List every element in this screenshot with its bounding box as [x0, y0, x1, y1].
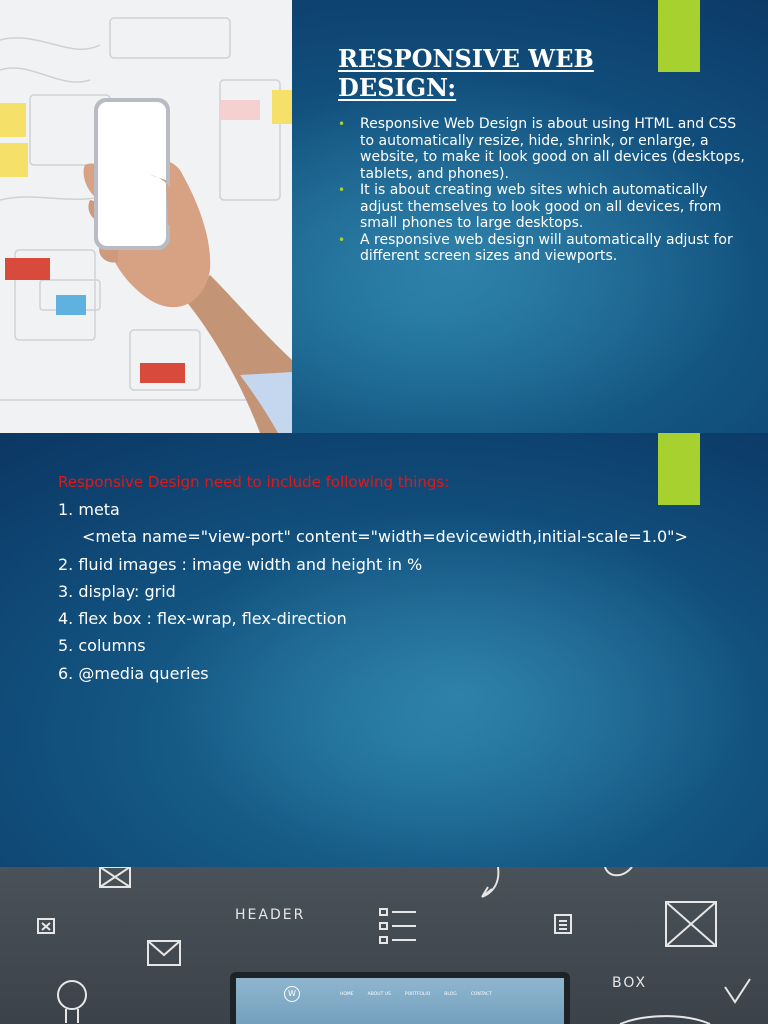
list-item: 3. display: grid — [58, 581, 176, 601]
laptop — [230, 972, 570, 1024]
arrow-sketch-icon — [482, 867, 498, 897]
nav-item-about: ABOUT US — [367, 992, 391, 997]
bullet-text: A responsive web design will automatically adjust for different screen sizes and viewports. — [360, 231, 733, 264]
green-accent-tab — [658, 0, 700, 72]
bullet-text: It is about creating web sites which automatically adjust themselves to look good on all devices, from small phones to large desktops. — [360, 182, 722, 231]
site-nav — [340, 992, 492, 997]
bullet-dot-icon: • — [338, 117, 346, 131]
bullet-list — [338, 116, 748, 265]
bullet-dot-icon: • — [338, 183, 346, 197]
list-item: 6. @media queries — [58, 663, 209, 683]
nav-item-blog: BLOG — [444, 992, 457, 997]
list-item: 5. columns — [58, 636, 146, 656]
bullet-item — [338, 232, 748, 265]
nav-item-contact: CONTACT — [470, 992, 493, 997]
requirements-list — [58, 499, 688, 690]
slide-1 — [0, 0, 768, 433]
sketch-header-label: HEADER — [235, 907, 306, 923]
nav-item-home: HOME — [340, 992, 354, 997]
slide-title: RESPONSIVE WEB DESIGN: — [338, 44, 594, 102]
bullet-dot-icon: • — [338, 232, 346, 247]
list-item: 2. fluid images : image width and height in % — [58, 554, 423, 574]
slide-3-chalkboard-photo — [0, 867, 768, 1024]
list-item-meta-code: <meta name="view-port" content="width=devicewidth,initial-scale=1.0"> — [82, 527, 688, 547]
wireframe-sketch-illustration — [0, 0, 292, 433]
checkmark-icon — [725, 979, 750, 1002]
list-icon — [392, 912, 416, 940]
site-logo-icon: W — [284, 986, 300, 1002]
sketch-box-label: BOX — [612, 975, 648, 991]
green-accent-tab — [658, 433, 700, 505]
bullet-text: Responsive Web Design is about using HTML and CSS to automatically resize, hide, shrink, or enlarge, a website, to make it look good on all devices (desktops, tablets, and phones). — [360, 116, 745, 182]
laptop-screen — [236, 978, 564, 1024]
phone-in-hand-photo — [0, 0, 292, 433]
list-item: 1. meta — [58, 500, 120, 519]
bullet-item — [338, 116, 748, 182]
nav-item-portfolio: PORTFOLIO — [404, 992, 431, 997]
bullet-item — [338, 182, 748, 232]
slide-2 — [0, 433, 768, 867]
section-heading: Responsive Design need to include following things: — [58, 473, 450, 491]
list-item: 4. flex box : flex-wrap, flex-direction — [58, 609, 347, 629]
lightbulb-icon — [58, 981, 86, 1009]
